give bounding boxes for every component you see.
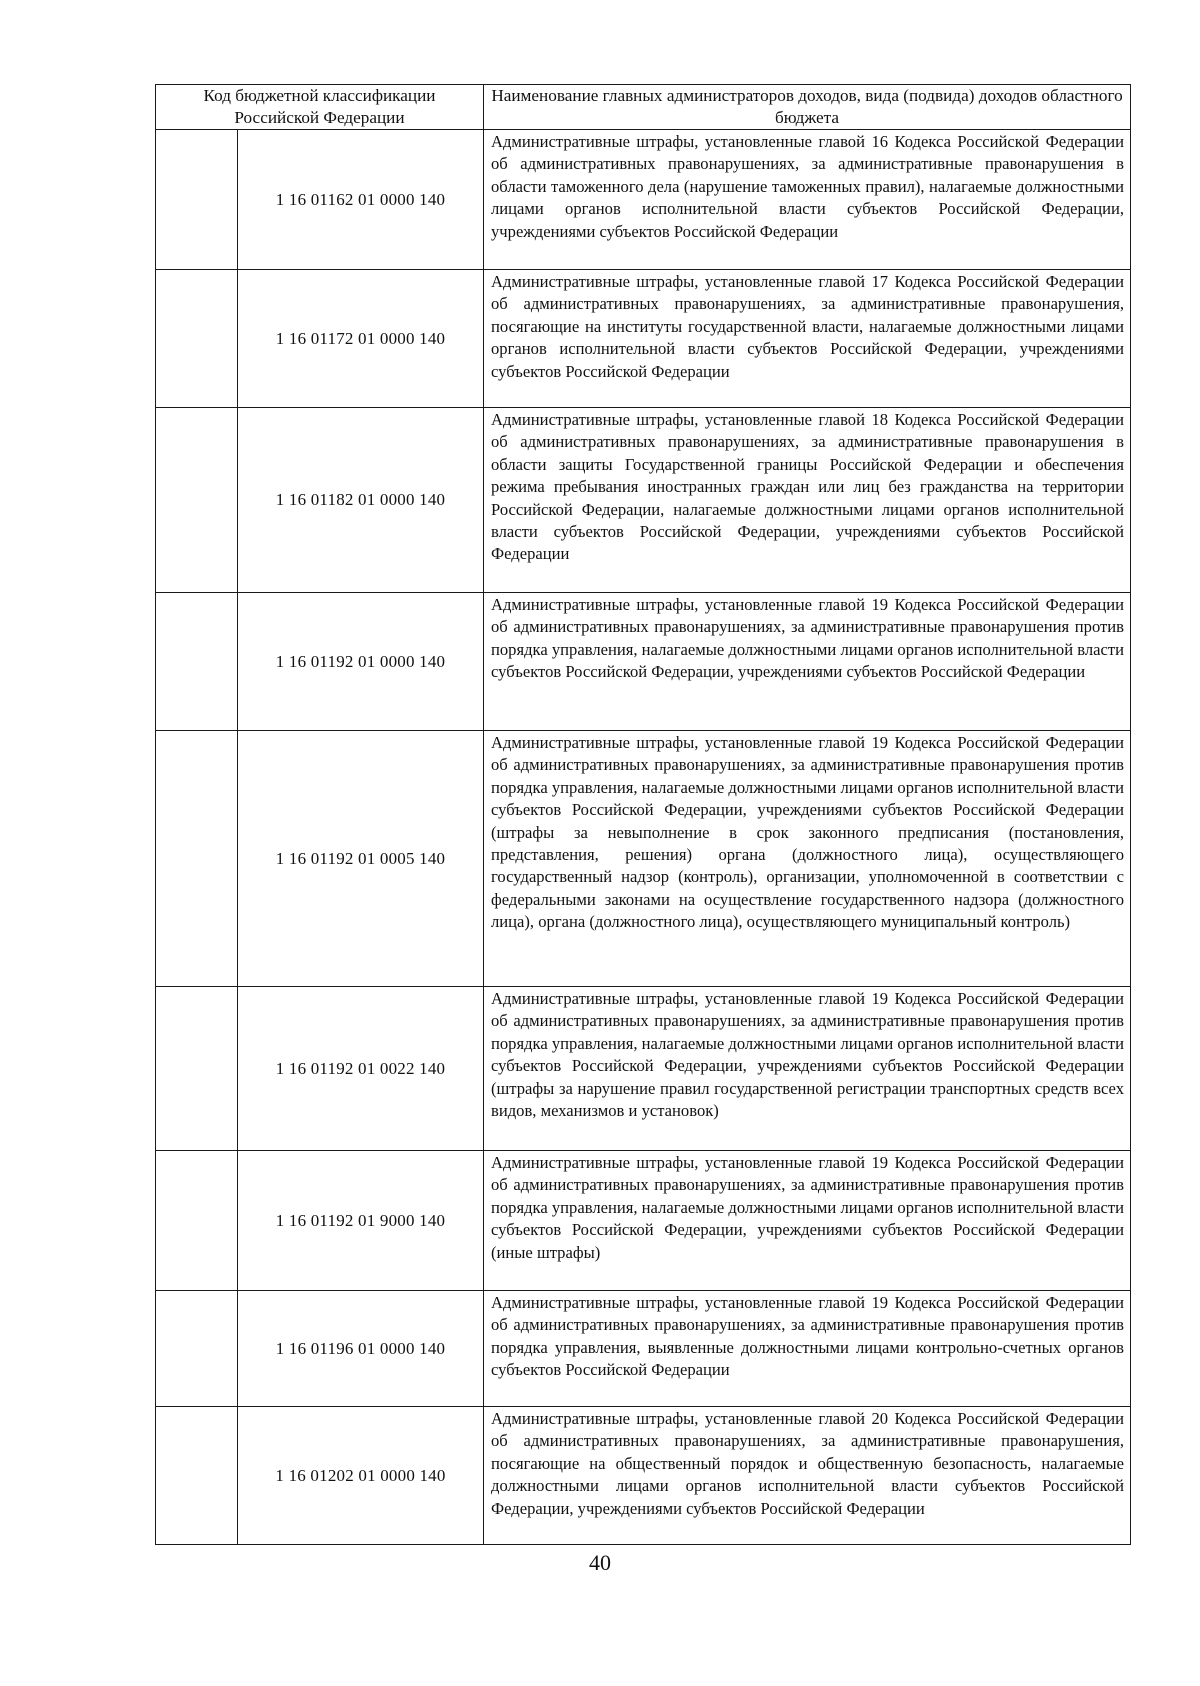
table-row — [156, 270, 1131, 408]
budget-code: 1 16 01192 01 0022 140 — [238, 987, 484, 1151]
budget-code: 1 16 01196 01 0000 140 — [238, 1291, 484, 1407]
revenue-code-table — [155, 84, 1131, 1545]
admin-code-cell — [156, 731, 238, 987]
budget-code: 1 16 01192 01 9000 140 — [238, 1151, 484, 1291]
header-name-column: Наименование главных администраторов доходов, вида (подвида) доходов областного бюджета — [484, 85, 1131, 130]
revenue-description: Административные штрафы, установленные главой 19 Кодекса Российской Федерации об административных правонарушениях, за административные правонарушения против порядка управления, налагаемые должностными лицами органов исполнительной власти субъектов Российской Федерации, учреждениями субъектов Российской Федерации (иные штрафы) — [484, 1151, 1131, 1291]
table-row — [156, 1407, 1131, 1545]
admin-code-cell — [156, 1407, 238, 1545]
admin-code-cell — [156, 408, 238, 593]
page-number: 40 — [589, 1550, 611, 1575]
budget-code: 1 16 01192 01 0005 140 — [238, 731, 484, 987]
admin-code-cell — [156, 987, 238, 1151]
revenue-description: Административные штрафы, установленные главой 19 Кодекса Российской Федерации об административных правонарушениях, за административные правонарушения против порядка управления, налагаемые должностными лицами органов исполнительной власти субъектов Российской Федерации, учреждениями субъектов Российской Федерации — [484, 593, 1131, 731]
budget-code: 1 16 01172 01 0000 140 — [238, 270, 484, 408]
admin-code-cell — [156, 1151, 238, 1291]
revenue-description: Административные штрафы, установленные главой 16 Кодекса Российской Федерации об административных правонарушениях, за административные правонарушения в области таможенного дела (нарушение таможенных правил), налагаемые должностными лицами органов исполнительной власти субъектов Российской Федерации, учреждениями субъектов Российской Федерации — [484, 130, 1131, 270]
budget-code: 1 16 01182 01 0000 140 — [238, 408, 484, 593]
table-row — [156, 408, 1131, 593]
table-header-row — [156, 85, 1131, 130]
table-row — [156, 1291, 1131, 1407]
budget-code: 1 16 01162 01 0000 140 — [238, 130, 484, 270]
table-row — [156, 731, 1131, 987]
revenue-description: Административные штрафы, установленные главой 20 Кодекса Российской Федерации об административных правонарушениях, за административные правонарушения, посягающие на общественный порядок и общественную безопасность, налагаемые должностными лицами органов исполнительной власти субъектов Российской Федерации, учреждениями субъектов Российской Федерации — [484, 1407, 1131, 1545]
revenue-description: Административные штрафы, установленные главой 19 Кодекса Российской Федерации об административных правонарушениях, за административные правонарушения против порядка управления, выявленные должностными лицами контрольно-счетных органов субъектов Российской Федерации — [484, 1291, 1131, 1407]
table-row — [156, 130, 1131, 270]
table-row — [156, 987, 1131, 1151]
revenue-description: Административные штрафы, установленные главой 19 Кодекса Российской Федерации об административных правонарушениях, за административные правонарушения против порядка управления, налагаемые должностными лицами органов исполнительной власти субъектов Российской Федерации, учреждениями субъектов Российской Федерации (штрафы за невыполнение в срок законного предписания (постановления, представления, решения) органа (должностного лица), осуществляющего государственный надзор (контроль), организации, уполномоченной в соответствии с федеральными законами на осуществление государственного надзора (должностного лица), органа (должностного лица), осуществляющего муниципальный контроль) — [484, 731, 1131, 987]
header-code-column: Код бюджетной классификации Российской Федерации — [156, 85, 484, 130]
budget-code: 1 16 01202 01 0000 140 — [238, 1407, 484, 1545]
budget-code: 1 16 01192 01 0000 140 — [238, 593, 484, 731]
revenue-description: Административные штрафы, установленные главой 18 Кодекса Российской Федерации об административных правонарушениях, за административные правонарушения в области защиты Государственной границы Российской Федерации и обеспечения режима пребывания иностранных граждан или лиц без гражданства на территории Российской Федерации, налагаемые должностными лицами органов исполнительной власти субъектов Российской Федерации, учреждениями субъектов Российской Федерации — [484, 408, 1131, 593]
admin-code-cell — [156, 270, 238, 408]
revenue-description: Административные штрафы, установленные главой 17 Кодекса Российской Федерации об административных правонарушениях, за административные правонарушения, посягающие на институты государственной власти, налагаемые должностными лицами органов исполнительной власти субъектов Российской Федерации, учреждениями субъектов Российской Федерации — [484, 270, 1131, 408]
admin-code-cell — [156, 593, 238, 731]
table-row — [156, 1151, 1131, 1291]
revenue-description: Административные штрафы, установленные главой 19 Кодекса Российской Федерации об административных правонарушениях, за административные правонарушения против порядка управления, налагаемые должностными лицами органов исполнительной власти субъектов Российской Федерации, учреждениями субъектов Российской Федерации (штрафы за нарушение правил государственной регистрации транспортных средств всех видов, механизмов и установок) — [484, 987, 1131, 1151]
admin-code-cell — [156, 1291, 238, 1407]
table-row — [156, 593, 1131, 731]
admin-code-cell — [156, 130, 238, 270]
